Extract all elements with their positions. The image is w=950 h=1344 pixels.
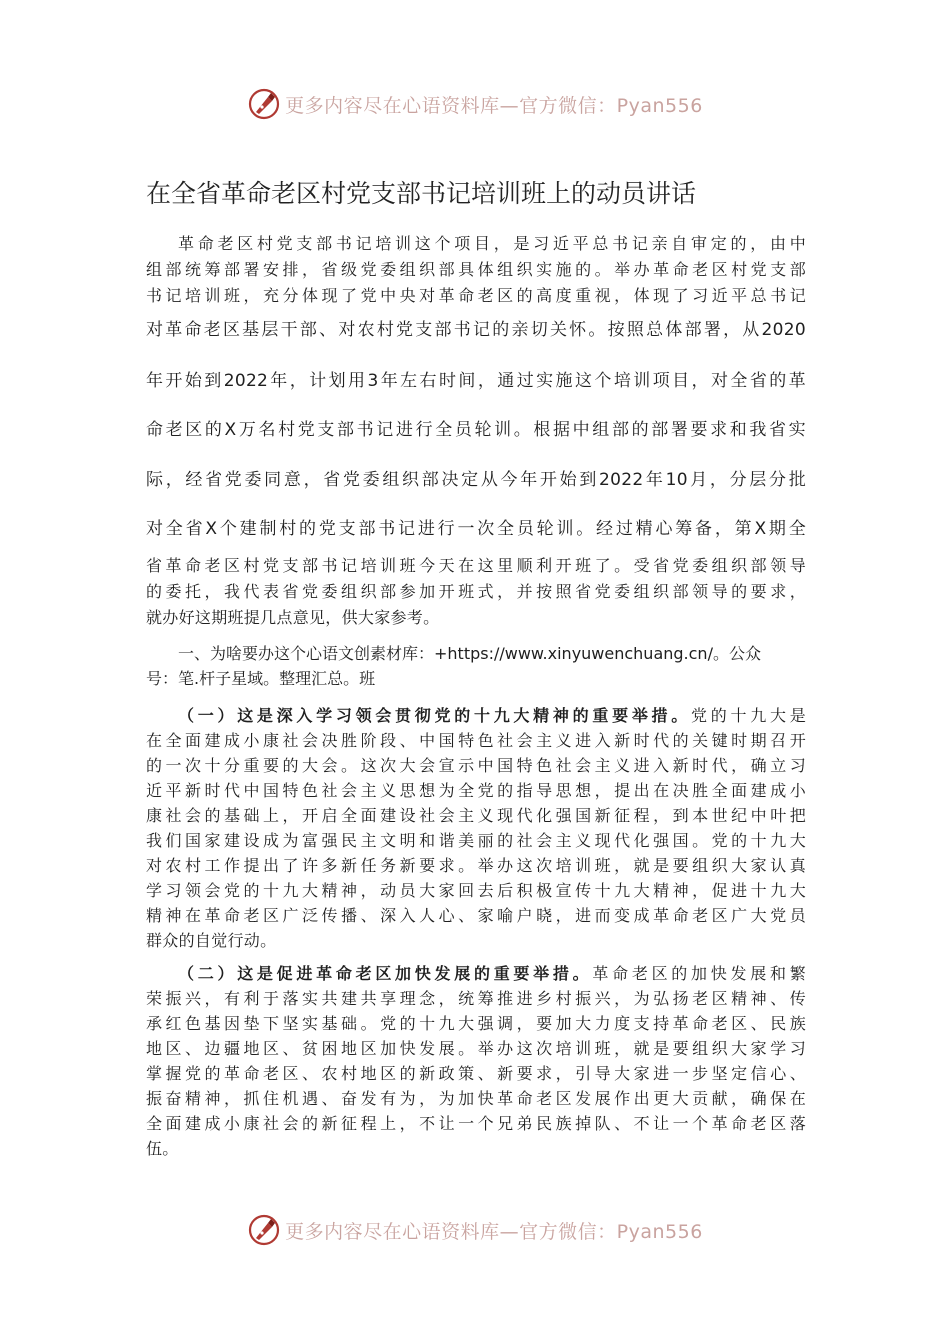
- section-1-lead: （一）这是深入学习领会贯彻党的十九大精神的重要举措。: [178, 706, 692, 725]
- banner-text: 更多内容尽在心语资料库—官方微信：Pyan556: [285, 1220, 703, 1243]
- text-line: 群众的自觉行动。: [146, 931, 277, 950]
- text-line: 的委托，我代表省党委组织部参加开班式，并按照省党委组织部领导的要求，: [146, 582, 806, 601]
- text-line: 精神在革命老区广泛传播、深入人心、家喻户晓，进而变成革命老区广大党员: [146, 906, 806, 925]
- page-title: 在全省革命老区村党支部书记培训班上的动员讲话: [146, 179, 697, 208]
- text-line: 学习领会党的十九大精神，动员大家回去后积极宣传十九大精神，促进十九大: [146, 881, 806, 900]
- header-banner: [0, 84, 950, 124]
- text-line: 伍。: [146, 1139, 179, 1158]
- text-line: [178, 704, 806, 728]
- text-line: 地区、边疆地区、贫困地区加快发展。举办这次培训班，就是要组织大家学习: [146, 1039, 806, 1058]
- heading-line: 号：笔.杆子星域。整理汇总。班: [146, 669, 376, 688]
- pen-nib-circle-icon: [247, 1213, 281, 1247]
- text-line: 承红色基因垫下坚实基础。党的十九大强调，要加大力度支持革命老区、民族: [146, 1014, 806, 1033]
- text-line: 全面建成小康社会的新征程上，不让一个兄弟民族掉队、不让一个革命老区落: [146, 1114, 806, 1133]
- text-line: 省革命老区村党支部书记培训班今天在这里顺利开班了。受省党委组织部领导: [146, 556, 806, 575]
- text-line: 荣振兴，有利于落实共建共享理念，统筹推进乡村振兴，为弘扬老区精神、传: [146, 989, 806, 1008]
- text-line: 对革命老区基层干部、对农村党支部书记的亲切关怀。按照总体部署，从2020: [146, 320, 806, 340]
- section-2-lead: （二）这是促进革命老区加快发展的重要举措。: [178, 964, 593, 983]
- text-line: 命老区的X万名村党支部书记进行全员轮训。根据中组部的部署要求和我省实: [146, 420, 806, 440]
- text-line: 革命老区村党支部书记培训这个项目，是习近平总书记亲自审定的，由中: [178, 234, 806, 253]
- text-line: 年开始到2022年，计划用3年左右时间，通过实施这个培训项目，对全省的革: [146, 371, 806, 391]
- pen-nib-circle-icon: [247, 87, 281, 121]
- text-line: 就办好这期班提几点意见，供大家参考。: [146, 608, 440, 627]
- text-line: 康社会的基础上，开启全面建设社会主义现代化强国新征程，到本世纪中叶把: [146, 806, 806, 825]
- text-line: 的一次十分重要的大会。这次大会宣示中国特色社会主义进入新时代，确立习: [146, 756, 806, 775]
- banner-text: 更多内容尽在心语资料库—官方微信：Pyan556: [285, 94, 703, 117]
- text-line: 书记培训班，充分体现了党中央对革命老区的高度重视，体现了习近平总书记: [146, 286, 806, 305]
- text-line: 对农村工作提出了许多新任务新要求。举办这次培训班，就是要组织大家认真: [146, 856, 806, 875]
- section-2-first-rest: 革命老区的加快发展和繁: [592, 964, 806, 983]
- text-line: 掌握党的革命老区、农村地区的新政策、新要求，引导大家进一步坚定信心、: [146, 1064, 806, 1083]
- heading-line: 一、为啥要办这个心语文创素材库：+https://www.xinyuwenchuang.cn/。公众: [178, 644, 761, 663]
- text-line: 振奋精神，抓住机遇、奋发有为，为加快革命老区发展作出更大贡献，确保在: [146, 1089, 806, 1108]
- footer-banner: [0, 1210, 950, 1250]
- text-line: 组部统筹部署安排，省级党委组织部具体组织实施的。举办革命老区村党支部: [146, 260, 806, 279]
- text-line: 对全省X个建制村的党支部书记进行一次全员轮训。经过精心筹备，第X期全: [146, 519, 806, 539]
- section-1-first-rest: 党的十九大是: [691, 706, 806, 725]
- text-line: 在全面建成小康社会决胜阶段、中国特色社会主义进入新时代的关键时期召开: [146, 731, 806, 750]
- text-line: [178, 962, 806, 986]
- text-line: 我们国家建设成为富强民主文明和谐美丽的社会主义现代化强国。党的十九大: [146, 831, 806, 850]
- text-line: 近平新时代中国特色社会主义思想为全党的指导思想，提出在决胜全面建成小: [146, 781, 806, 800]
- text-line: 际，经省党委同意，省党委组织部决定从今年开始到2022年10月，分层分批: [146, 470, 806, 490]
